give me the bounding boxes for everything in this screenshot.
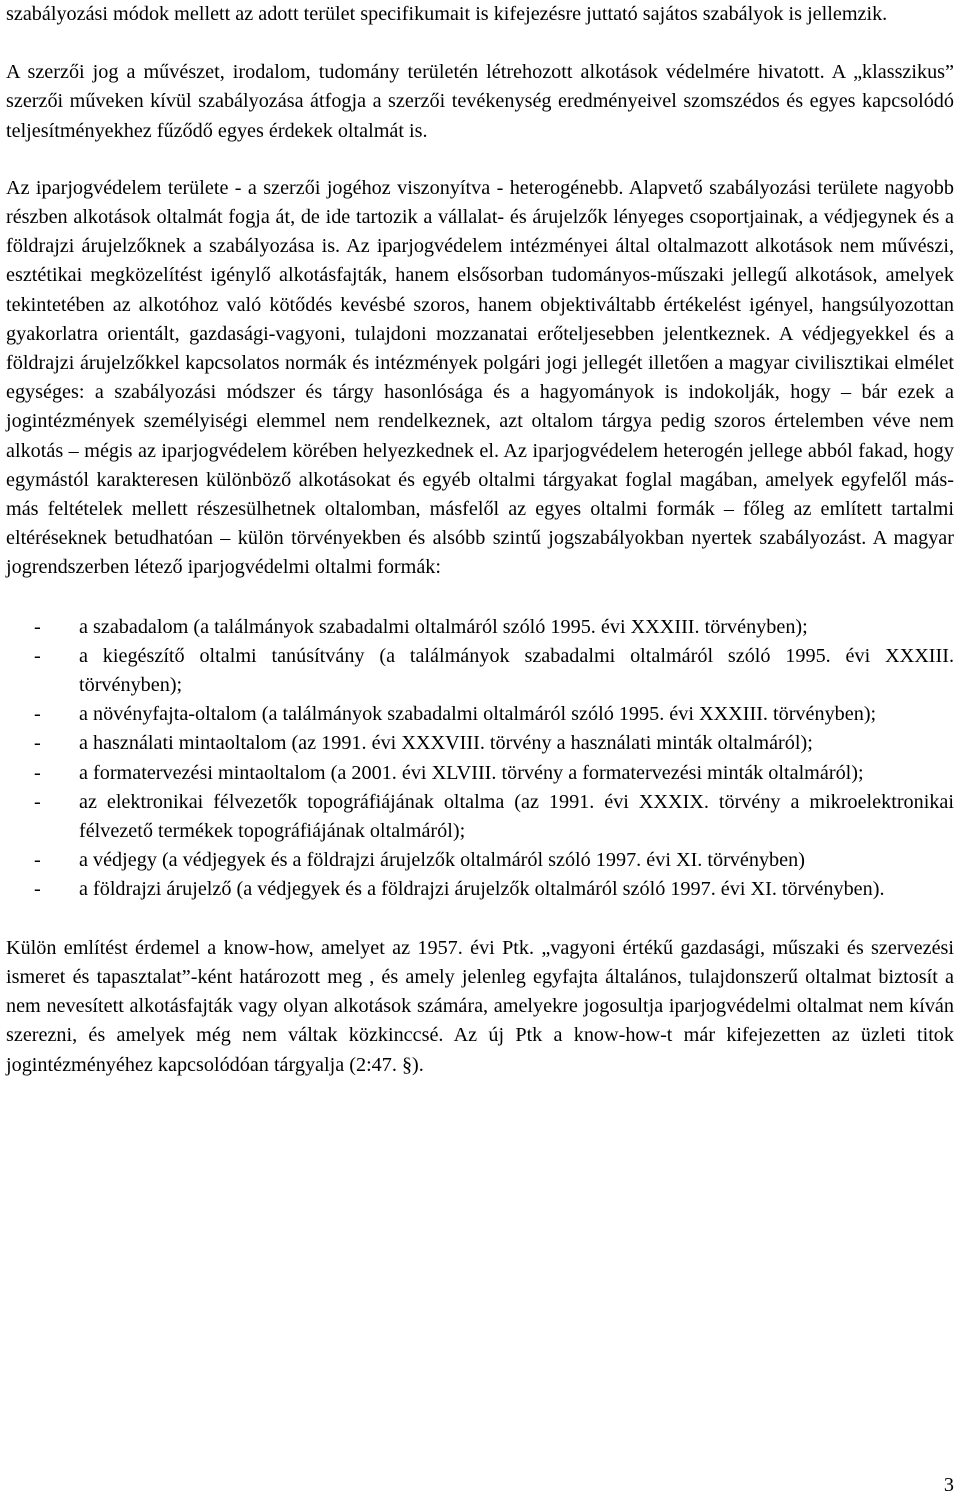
list-dash: - xyxy=(34,703,41,726)
list-item xyxy=(6,642,954,700)
document-page xyxy=(6,0,954,1080)
list-item-text: az elektronikai félvezetők topográfiájának oltalma (az 1991. évi XXXIX. törvény a mikroelektronikai félvezető termékek topográfiájának oltalmáról); xyxy=(79,790,954,843)
list-item-text: a kiegészítő oltalmi tanúsítvány (a találmányok szabadalmi oltalmáról szóló 1995. évi XXXIII. törvényben); xyxy=(79,644,954,697)
list-item xyxy=(6,759,954,788)
list-item xyxy=(6,788,954,846)
list-item xyxy=(6,875,954,904)
list-dash: - xyxy=(34,790,41,813)
list-item-text: a földrajzi árujelző (a védjegyek és a földrajzi árujelzők oltalmáról szóló 1997. évi XI. törvényben). xyxy=(79,878,885,901)
list-item xyxy=(6,846,954,875)
list-item-text: a szabadalom (a találmányok szabadalmi oltalmáról szóló 1995. évi XXXIII. törvényben); xyxy=(79,615,808,638)
paragraph-spacer xyxy=(6,146,954,174)
list-item-text: a használati mintaoltalom (az 1991. évi XXXVIII. törvény a használati minták oltalmáról); xyxy=(79,732,813,755)
list-item xyxy=(6,700,954,729)
list-item-text: a védjegy (a védjegyek és a földrajzi árujelzők oltalmáról szóló 1997. évi XI. törvényben) xyxy=(79,849,805,872)
list-item xyxy=(6,613,954,642)
list-dash: - xyxy=(34,615,41,638)
paragraph-industrial-property: Az iparjogvédelem területe - a szerzői jogéhoz viszonyítva - heterogénebb. Alapvető szabályozási területe nagyobb részben alkotások oltalmát fogja át, de ide tartozik a vállalat- és árujelzők lényeges csoportjainak, a védjegynek és a földrajzi árujelzőknek a szabályozása is. Az iparjogvédelem intézményei által oltalmazott alkotások nem művészi, esztétikai megközelítést igénylő alkotásfajták, hanem elsősorban tudományos-műszaki jellegű alkotások, amelyek tekintetében az alkotóhoz való kötődés kevésbé szoros, hanem objektiváltabb értékelést igényel, hangsúlyozottan gyakorlatra orientált, gazdasági-vagyoni, tulajdoni mozzanatai erőteljesebben jelentkeznek. A védjegyekkel és a földrajzi árujelzőkkel kapcsolatos normák és intézmények polgári jogi jellegét illetően a magyar civilisztikai elmélet egységes: a szabályozási módszer és tárgy hasonlósága és a hagyományok is indokolják, hogy – bár ezek a jogintézmények személyiségi elemmel nem rendelkeznek, azt oltalom tárgya pedig szoros értelemben véve nem alkotás – mégis az iparjogvédelem körében helyezkednek el. Az iparjogvédelem heterogén jellege abból fakad, hogy egymástól karakteresen különböző alkotásokat és egyéb oltalmi tárgyakat foglal magában, amelyek egyfelől más-más feltételek mellett részesülhetnek oltalomban, másfelől az egyes oltalmi formák – főleg az említett tartalmi eltéréseknek betudhatóan – külön törvényekben és alsóbb szintű jogszabályokban nyertek szabályozást. A magyar jogrendszerben létező iparjogvédelmi oltalmi formák: xyxy=(6,176,954,579)
list-dash: - xyxy=(34,761,41,784)
paragraph-spacer xyxy=(6,905,954,934)
paragraph-know-how: Külön említést érdemel a know-how, amelyet az 1957. évi Ptk. „vagyoni értékű gazdasági, műszaki és szervezési ismeret és tapasztalat”-ként határozott meg , és amely jelenleg egyfajta általános, tulajdonszerű oltalmat biztosít a nem nevesített alkotásfajták vagy olyan alkotások számára, amelyekre jogosultja iparjogvédelmi oltalmat nem kíván szerezni, és amelyek még nem váltak közkinccsé. Az új Ptk a know-how-t már kifejezetten az üzleti titok jogintézményéhez kapcsolódóan tárgyalja (2:47. §). xyxy=(6,936,954,1076)
paragraph-spacer xyxy=(6,29,954,58)
page-number: 3 xyxy=(943,1474,954,1496)
protection-forms-list xyxy=(6,613,954,905)
list-dash: - xyxy=(34,878,41,901)
paragraph-spacer xyxy=(6,583,954,613)
list-dash: - xyxy=(34,849,41,872)
paragraph-intro: szabályozási módok mellett az adott terület specifikumait is kifejezésre juttató sajátos szabályok is jellemzik. xyxy=(6,3,888,25)
list-dash: - xyxy=(34,644,41,667)
list-item xyxy=(6,729,954,758)
list-item-text: a növényfajta-oltalom (a találmányok szabadalmi oltalmáról szóló 1995. évi XXXIII. törvényben); xyxy=(79,703,877,726)
list-dash: - xyxy=(34,732,41,755)
list-item-text: a formatervezési mintaoltalom (a 2001. évi XLVIII. törvény a formatervezési minták oltalmáról); xyxy=(79,761,864,784)
paragraph-copyright: A szerzői jog a művészet, irodalom, tudomány területén létrehozott alkotások védelmére hivatott. A „klasszikus” szerzői műveken kívül szabályozása átfogja a szerzői tevékenység eredményeivel szomszédos és egyes kapcsolódó teljesítményekhez fűződő egyes érdekek oltalmát is. xyxy=(6,61,954,142)
